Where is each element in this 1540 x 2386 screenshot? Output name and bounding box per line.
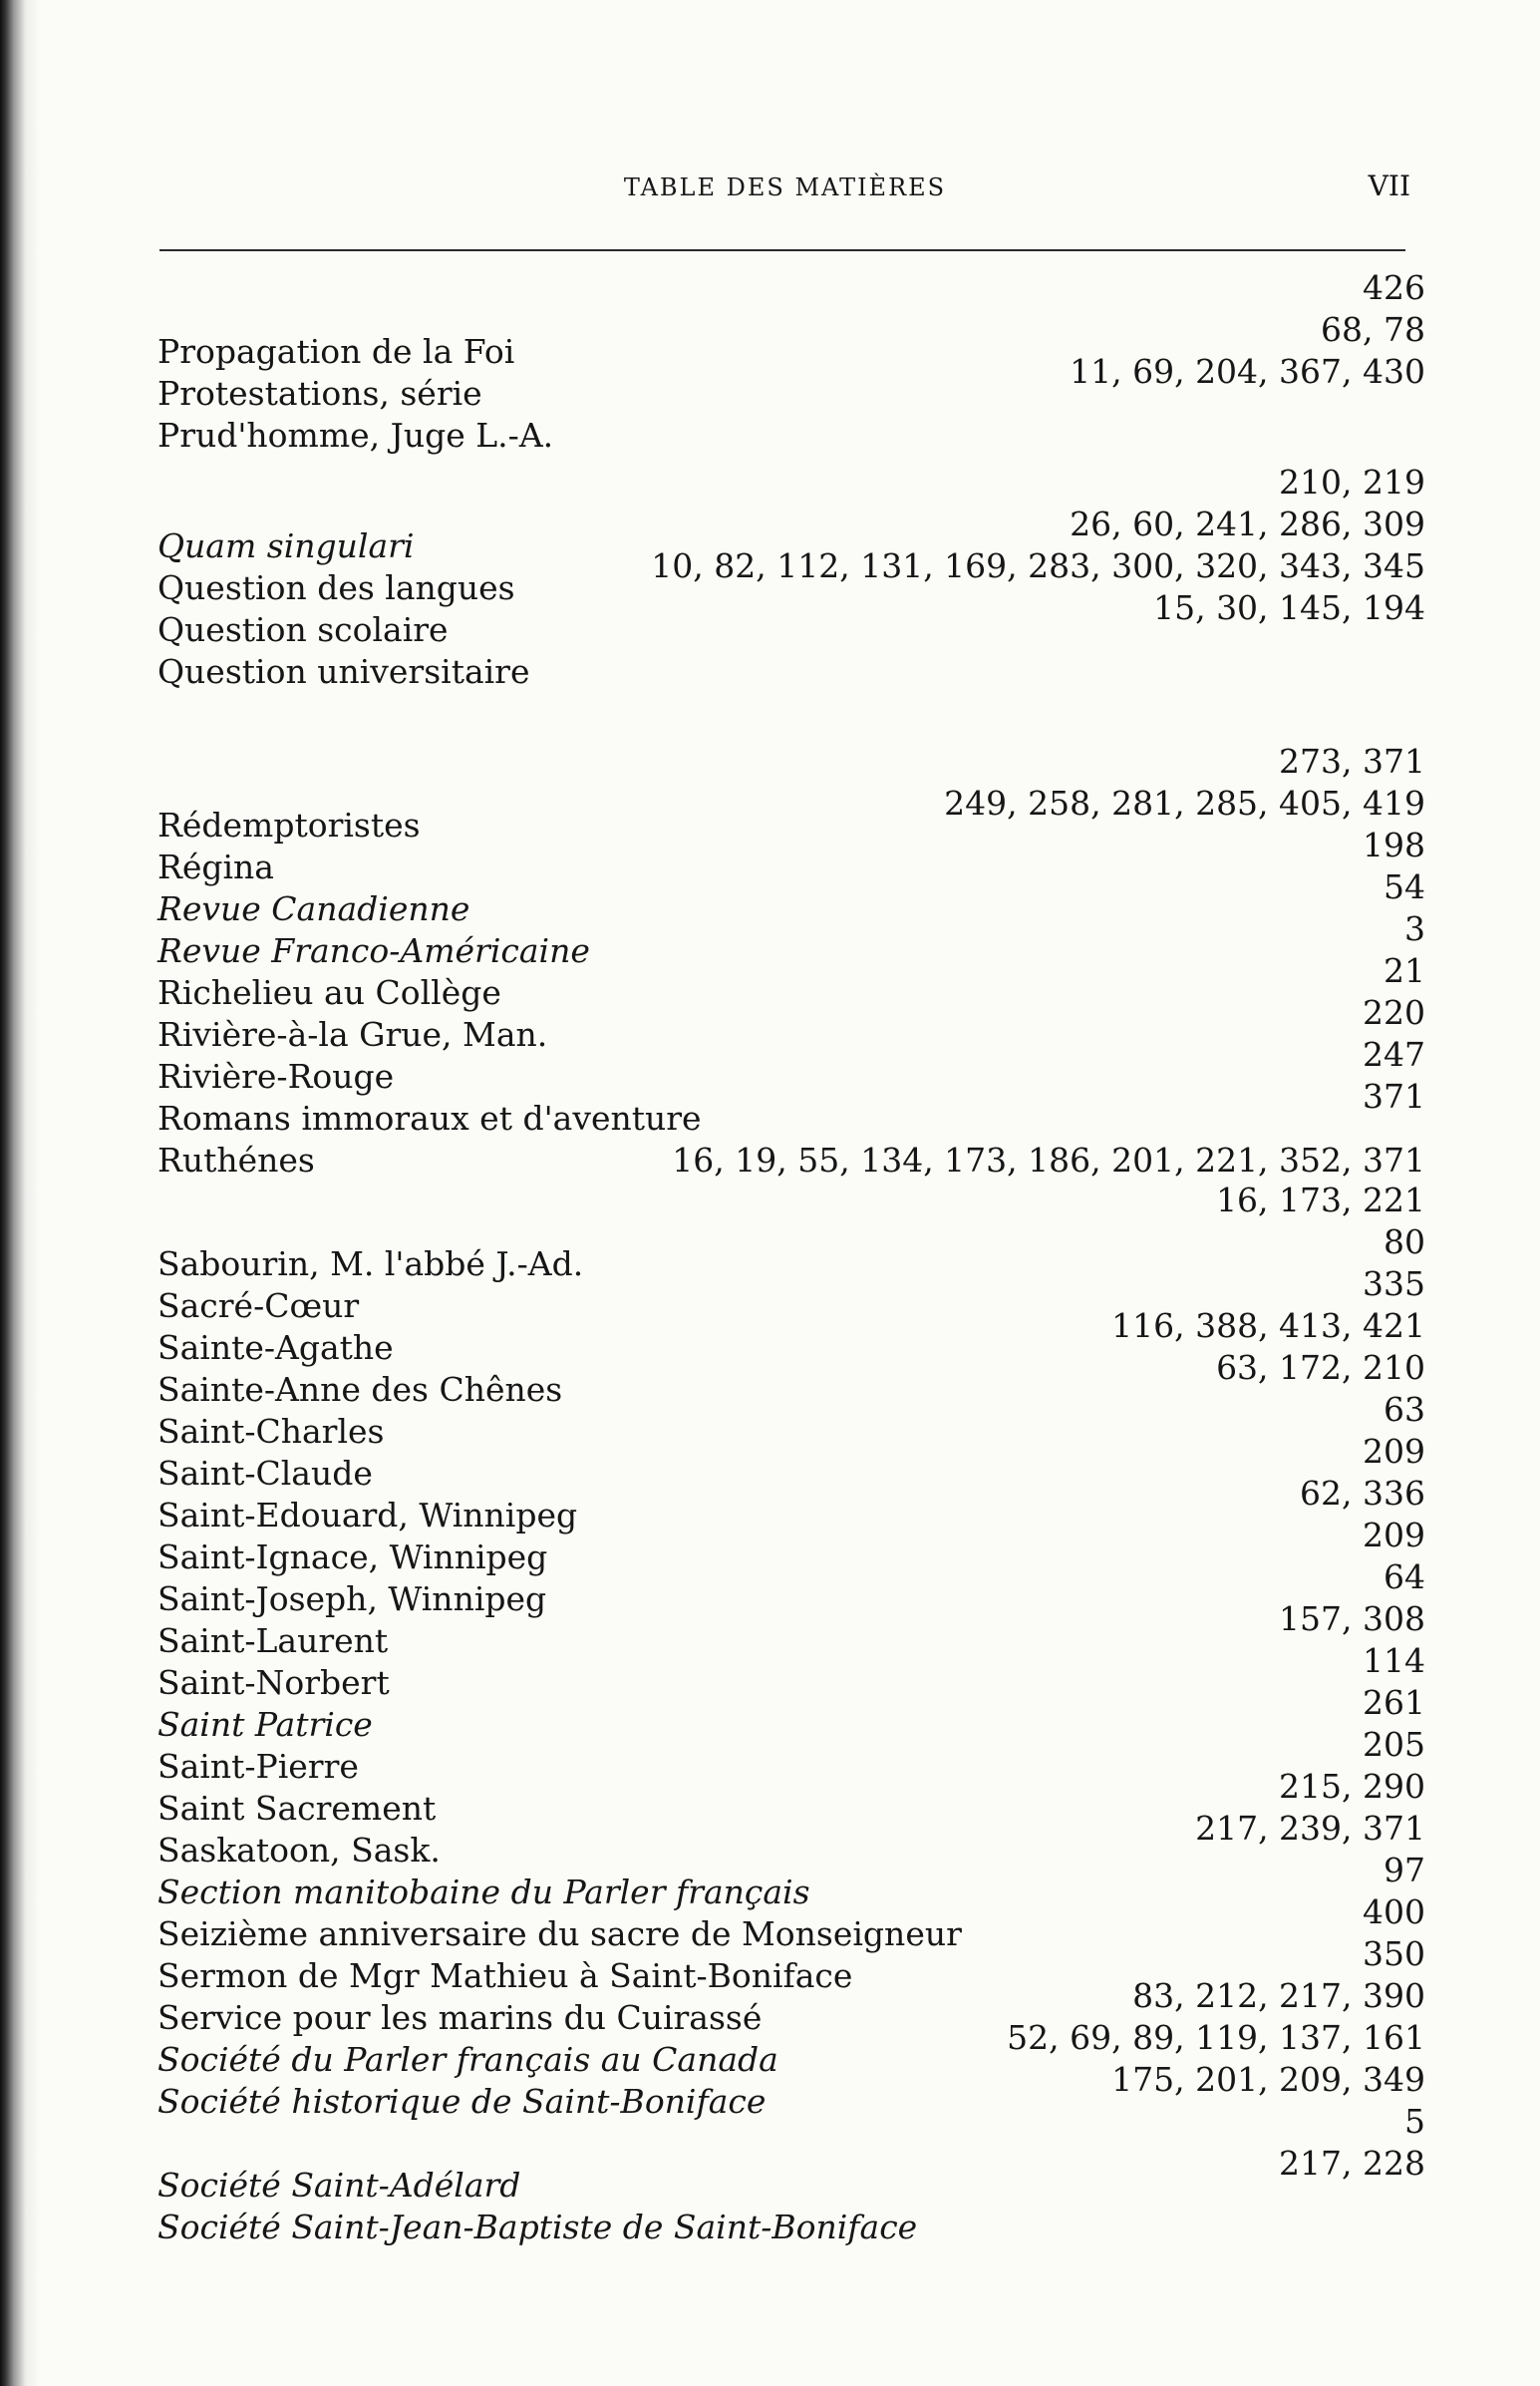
index-entry bbox=[150, 1557, 1425, 1620]
page-references: 62, 336 bbox=[1300, 1474, 1425, 1513]
index-term: Saint-Ignace, Winnipeg bbox=[157, 1537, 548, 1576]
index-section bbox=[150, 268, 1425, 457]
index-term: Rivière-Rouge bbox=[157, 1057, 395, 1096]
page-references: 68, 78 bbox=[1321, 310, 1425, 349]
page-references: 273, 371 bbox=[1279, 742, 1425, 781]
page-references: 247 bbox=[1363, 1035, 1425, 1074]
index-entry bbox=[150, 951, 1425, 1014]
index-section bbox=[150, 742, 1425, 1182]
index-entry bbox=[150, 352, 1425, 415]
index-entry bbox=[150, 993, 1425, 1056]
index-term: Question universitaire bbox=[157, 652, 530, 691]
index-term: Saint-Pierre bbox=[157, 1747, 359, 1786]
page-references: 16, 173, 221 bbox=[1216, 1181, 1425, 1219]
index-entry bbox=[150, 1140, 1425, 1182]
page-references: 16, 19, 55, 134, 173, 186, 201, 221, 352, 371 bbox=[672, 1141, 1425, 1180]
page-references: 426 bbox=[1363, 268, 1425, 307]
index-entry bbox=[150, 1725, 1425, 1788]
index-term: Revue Canadienne bbox=[157, 889, 470, 928]
index-entry bbox=[150, 2207, 1425, 2248]
index-entry bbox=[150, 415, 1425, 457]
index-entry bbox=[150, 784, 1425, 847]
index-entry bbox=[150, 1432, 1425, 1495]
page-references: 249, 258, 281, 285, 405, 419 bbox=[944, 784, 1425, 823]
index-entry bbox=[150, 1683, 1425, 1746]
page-references: 350 bbox=[1363, 1934, 1425, 1973]
page-references: 3 bbox=[1404, 909, 1425, 948]
page-references: 261 bbox=[1363, 1683, 1425, 1722]
index-term: Revue Franco-Américaine bbox=[157, 931, 590, 970]
index-entry bbox=[150, 1348, 1425, 1411]
page-references: 335 bbox=[1363, 1264, 1425, 1303]
page-references: 210, 219 bbox=[1279, 463, 1425, 502]
index-term: Saint Patrice bbox=[157, 1705, 373, 1744]
index-term: Richelieu au Collège bbox=[157, 973, 501, 1012]
index-entry bbox=[150, 588, 1425, 651]
index-entry bbox=[150, 1516, 1425, 1578]
index-section bbox=[150, 463, 1425, 693]
index-entry bbox=[150, 651, 1425, 693]
page-references: 116, 388, 413, 421 bbox=[1111, 1306, 1425, 1345]
index-entry bbox=[150, 826, 1425, 888]
index-term: Sainte-Anne des Chênes bbox=[157, 1370, 563, 1409]
page-references: 209 bbox=[1363, 1432, 1425, 1471]
page-references: 220 bbox=[1363, 993, 1425, 1032]
index-term: Question des langues bbox=[157, 568, 515, 607]
index-term: Rédemptoristes bbox=[157, 806, 421, 845]
index-term: Sermon de Mgr Mathieu à Saint-Boniface bbox=[157, 1956, 853, 1995]
index-term: Propagation de la Foi bbox=[157, 332, 515, 371]
index-term: Saint-Laurent bbox=[157, 1621, 389, 1660]
index-entry bbox=[150, 2060, 1425, 2123]
index-term: Saint-Norbert bbox=[157, 1663, 390, 1702]
page-references: 64 bbox=[1384, 1557, 1425, 1596]
page-references: 80 bbox=[1384, 1222, 1425, 1261]
index-term: Sainte-Agathe bbox=[157, 1328, 394, 1367]
page-references: 26, 60, 241, 286, 309 bbox=[1070, 505, 1425, 543]
page-references: 54 bbox=[1384, 867, 1425, 906]
page-references: 5 bbox=[1404, 2102, 1425, 2141]
index-term: Saint-Joseph, Winnipeg bbox=[157, 1579, 547, 1618]
index-term: Prud'homme, Juge L.-A. bbox=[157, 416, 554, 455]
index-entry bbox=[150, 1077, 1425, 1140]
index-entry bbox=[150, 1599, 1425, 1662]
index-term: Seizième anniversaire du sacre de Monseigneur bbox=[157, 1914, 962, 1953]
page-title: TABLE DES MATIÈRES bbox=[623, 173, 947, 201]
index-term: Protestations, série bbox=[157, 374, 482, 413]
index-term: Service pour les marins du Cuirassé bbox=[157, 1998, 763, 2037]
page-references: 209 bbox=[1363, 1516, 1425, 1554]
index-term: Société Saint-Adélard bbox=[157, 2166, 521, 2205]
page-references: 83, 212, 217, 390 bbox=[1132, 1976, 1425, 2015]
page-references: 63, 172, 210 bbox=[1216, 1348, 1425, 1387]
page-references: 205 bbox=[1363, 1725, 1425, 1764]
page-references: 175, 201, 209, 349 bbox=[1111, 2060, 1425, 2099]
page-references: 157, 308 bbox=[1279, 1599, 1425, 1638]
index-term: Romans immoraux et d'aventure bbox=[157, 1099, 702, 1138]
index-term: Société du Parler français au Canada bbox=[157, 2040, 778, 2079]
index-entry bbox=[150, 1390, 1425, 1453]
page-references: 97 bbox=[1384, 1851, 1425, 1889]
index-term: Question scolaire bbox=[157, 610, 449, 649]
index-entry bbox=[150, 1222, 1425, 1285]
index-entry bbox=[150, 1851, 1425, 1913]
page-references: 15, 30, 145, 194 bbox=[1153, 588, 1425, 627]
page-references: 63 bbox=[1384, 1390, 1425, 1429]
page-references: 21 bbox=[1384, 951, 1425, 990]
index-entry bbox=[150, 2102, 1425, 2165]
page-references: 11, 69, 204, 367, 430 bbox=[1070, 352, 1425, 391]
index-entry bbox=[150, 2144, 1425, 2207]
index-term: Rivière-à-la Grue, Man. bbox=[157, 1015, 548, 1054]
index-term: Saint-Edouard, Winnipeg bbox=[157, 1496, 578, 1534]
index-entry bbox=[150, 909, 1425, 972]
page-references: 371 bbox=[1363, 1077, 1425, 1116]
index-term: Société historique de Saint-Boniface bbox=[157, 2082, 767, 2121]
page-references: 52, 69, 89, 119, 137, 161 bbox=[1007, 2018, 1425, 2057]
index-term: Ruthénes bbox=[157, 1141, 315, 1180]
index-term: Saint Sacrement bbox=[157, 1789, 437, 1828]
index-term: Saint-Charles bbox=[157, 1412, 385, 1451]
page-references: 198 bbox=[1363, 826, 1425, 864]
index-entry bbox=[150, 1035, 1425, 1098]
page-references: 215, 290 bbox=[1279, 1767, 1425, 1806]
index-entry bbox=[150, 268, 1425, 331]
index-entry bbox=[150, 1181, 1425, 1243]
page-references: 400 bbox=[1363, 1892, 1425, 1931]
page-references: 10, 82, 112, 131, 169, 283, 300, 320, 343, 345 bbox=[651, 546, 1425, 585]
index-term: Saskatoon, Sask. bbox=[157, 1831, 441, 1870]
index-term: Sacré-Cœur bbox=[157, 1286, 360, 1325]
index-term: Société Saint-Jean-Baptiste de Saint-Boniface bbox=[157, 2208, 918, 2246]
index-entry bbox=[150, 1474, 1425, 1536]
index-term: Sabourin, M. l'abbé J.-Ad. bbox=[157, 1244, 584, 1283]
index-term: Saint-Claude bbox=[157, 1454, 373, 1493]
index-entry bbox=[150, 1641, 1425, 1704]
index-entry bbox=[150, 1809, 1425, 1872]
index-section bbox=[150, 1181, 1425, 2248]
page-references: 217, 239, 371 bbox=[1195, 1809, 1425, 1848]
page-references: 217, 228 bbox=[1279, 2144, 1425, 2183]
index-term: Section manitobaine du Parler français bbox=[157, 1873, 810, 1911]
index-term: Régina bbox=[157, 848, 274, 886]
index-term: Quam singulari bbox=[157, 526, 415, 565]
page-number: VII bbox=[1368, 170, 1410, 202]
page-references: 114 bbox=[1363, 1641, 1425, 1680]
